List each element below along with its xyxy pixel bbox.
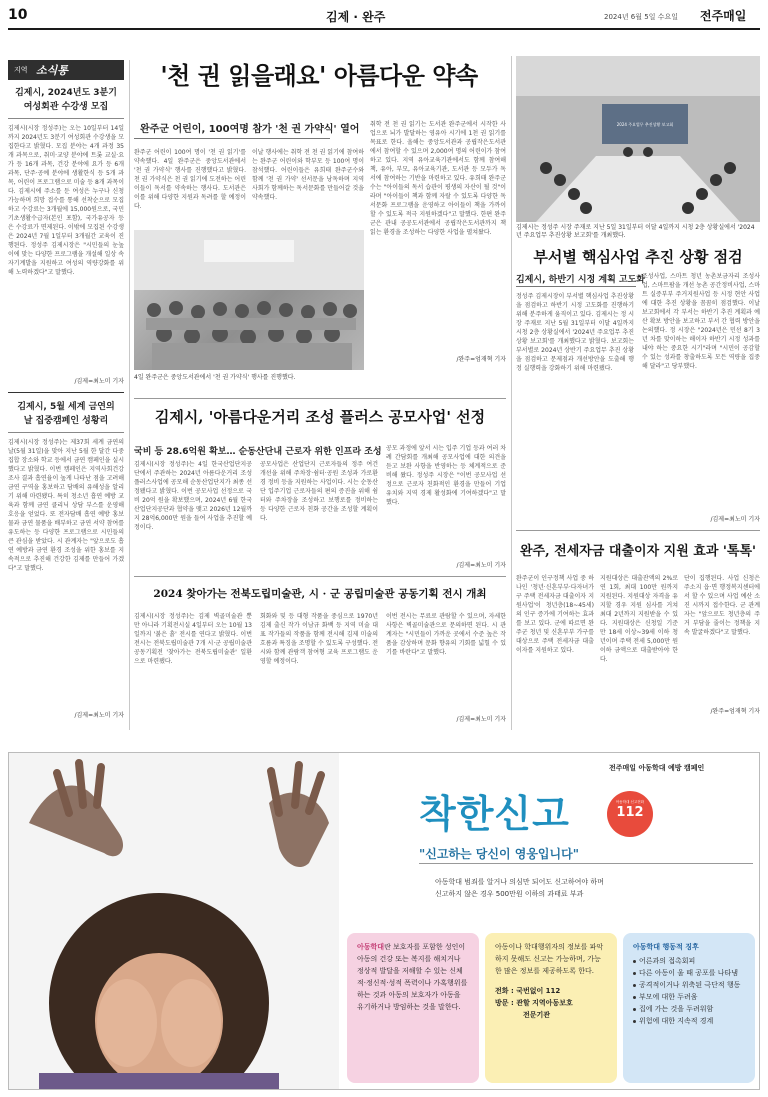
- ad-card-report-text: 아동이나 학대행위자의 정보를 파악하지 못해도 신고는 가능하며, 가능한 많은 정보를 제공하도록 한다.: [495, 943, 604, 975]
- ad-card-signs-item: [633, 955, 745, 967]
- article5-headline: 완주, 전세자금 대출이자 지원 효과 '톡톡': [519, 544, 757, 559]
- article4-col2: 조성사업, 스마트 청년 농촌보금자리 조성사업, 스마트팜을 개선 농촌 공간정비사업, 스마트 실증부부 주거지원사업 등 시정 현안 사업에 대한 추진 상황을 꼼꼼히 점검했다. 이날 보고회에서 각 부서는 하반기 추진 계획과 예산 확보 방안을 보고하고 부서 간 협력 방안을 논의했다. 정 시장은 "2024년은 민선 8기 3년 차를 맞이하는 해이자 하반기 시정 성과를 내야 하는 중요한 시기"라며 "시민이 공감할 수 있는 성과를 창출하도록 모든 역량을 집중해 달라"고 당부했다.: [642, 273, 760, 370]
- sidebar-news-2-byline: /김제=최노미 기자: [74, 712, 124, 719]
- sidebar-news-1-title: [8, 86, 124, 114]
- bullet-icon: [633, 972, 636, 975]
- section-title: 김제 · 완주: [326, 10, 386, 24]
- sidebar-label: [8, 60, 124, 80]
- ad-card-signs-title: 아동학대 행동적 징후: [633, 943, 699, 951]
- page-header: [0, 0, 768, 30]
- article4-headline: 부서별 핵심사업 추진 상황 점검: [533, 248, 743, 266]
- article1-subhead-rule: [134, 138, 330, 139]
- ad-card-signs-item-text: 부모에 대한 두려움: [639, 993, 698, 1001]
- sidebar-news-1-rule: [8, 118, 124, 119]
- bullet-icon: [633, 960, 636, 963]
- bullet-icon: [633, 1008, 636, 1011]
- article2-col2: 공모사업은 산업단지 근로자들의 정주 여건 개선을 위해 주차장·쉼터·공원 조성과 가로환경 정비 등을 지원하는 사업이다. 시는 순동산단 입주기업 근로자들의 편의 증진을 위해 쉼터와 주차장을 조성하고 보행로를 정비하는 등 다양한 근로자 친화 공간을 조성할 계획이다.: [260, 461, 378, 522]
- meeting-caption: 김제시는 정성주 시장 주재로 지난 5일 31일부터 이달 4일까지 시청 2층 상황실에서 '2024년 주요업무 추진상황 보고회'를 개최했다.: [516, 224, 755, 239]
- ad-intro-line1: 아동학대 범죄를 알거나 의심만 되어도 신고하여야 하며: [435, 878, 604, 886]
- ad-banner: [8, 752, 760, 1090]
- article1-caption: 4일 완주군은 중앙도서관에서 '천 권 가약식' 행사를 진행했다.: [134, 374, 296, 381]
- meeting-screen-text: 2024 주요업무 추진상황 보고회: [616, 122, 674, 127]
- article1-byline: /완주=엄재혁 기자: [456, 356, 506, 363]
- sidebar-news-2-title-line2: 날 집중캠페인 성황리: [23, 416, 109, 426]
- article2-headline: 김제시, '아름다운거리 조성 플러스 공모사업' 선정: [154, 408, 486, 426]
- article1-bottom-rule: [134, 398, 506, 399]
- article4-subhead-rule: [516, 286, 636, 287]
- sidebar: [8, 60, 124, 730]
- ad-card-definition: [347, 933, 479, 1083]
- sidebar-news-1-title-line2: 여성회관 수강생 모집: [23, 102, 109, 112]
- article2-bottom-rule: [134, 576, 506, 577]
- sidebar-divider: [8, 392, 124, 393]
- ad-slogan-rule: [419, 863, 753, 864]
- article2-subhead: 국비 등 28.6억원 확보… 순동산단내 근로자 위한 인프라 조성: [134, 447, 382, 457]
- article1-subhead: 완주군 어린이, 100여명 참가 '천 권 가약식' 열어: [140, 124, 360, 135]
- article2-col3: 공모 과정에 앞서 시는 입주 기업 등과 여러 차례 간담회를 개최해 공모사업에 대한 의견을 듣고 보완 사항을 반영하는 등 체계적으로 준비해 왔다. 정성주 시장은 "이번 공모사업 선정으로 근로자 친화적인 환경을 만들어 기업 유치와 지역 경제 활성화에 기여하겠다"고 말했다.: [386, 445, 506, 506]
- article1-col3: 취학 전 천 권 읽기는 도서관 완주군에서 시작한 사업으로 뇌가 발달하는 영유아 시기에 1천 권 읽기를 목표로 한다. 올해는 중앙도서관과 공립작은도서관에서 참여할 수 있으며 2,000여 명의 어린이가 참여하고 있다. 지역 유아교육기관에서도 함께 참여해 책, 유아, 부모, 유아교육기관, 도서관 등 모두가 독서에 참여하는 기반을 마련하고 있다. 유희태 완주군수는 "아이들의 독서 습관이 평생의 자산이 될 것"이라며 "아이들이 책과 함께 자랄 수 있도록 다양한 독서문화 프로그램을 운영하고 아이들이 책을 가까이할 수 있도록 적극 지원하겠다"고 말했다. 한편 완주군은 관내 공공도서관에서 공립작은도서관까지 책 읽는 환경을 조성하는 다양한 사업을 펼쳐왔다.: [370, 121, 506, 236]
- ad-card-report: [485, 933, 617, 1083]
- sidebar-news-2-title-line1: 김제시, 5월 세계 금연의: [17, 402, 115, 412]
- sidebar-label-large: 소식통: [36, 64, 68, 77]
- ad-card-definition-title: 아동학대: [357, 943, 385, 951]
- bullet-icon: [633, 984, 636, 987]
- article5-col2: 지원대상은 대출잔액의 2%로 연 1회, 최대 100만 원까지 지원된다. 지원대상 자격을 유지할 경우 지원 심사를 거쳐 최대 2년까지 지원받을 수 있다. 지원대상은 신청일 기준 만 18세 이상~39세 이하 청년이며 주택 전세 5,000만 원 이하 금액으로 대출받아야 한다.: [600, 575, 678, 663]
- ad-card-signs-item: [633, 991, 745, 1003]
- article1-col1: 완주군 어린이 100여 명이 '천 권 읽기'를 약속했다. 4일 완주군은 중앙도서관에서 '천 권 가약식' 행사를 진행했다고 밝혔다. 천 권 가약식은 천 권 읽기에 도전하는 어린이들이 독서를 약속하는 행사다. 도서관은 이를 위해 다양한 지원과 독려를 할 예정이다.: [134, 149, 246, 210]
- article3-col2: 회화와 및 등 대형 작품을 중심으로 1970년 김제 출신 작가 이남규 화백 등 지역 미술 대표 작가들의 작품을 함께 전시해 김제 미술의 흐름과 특징을 조명할 수 있도록 구성했다. 전시와 함께 관람객 참여형 교육 프로그램도 운영할 예정이다.: [260, 613, 378, 665]
- article3-col1: 김제시(시장 정성주)는 김제 벽골미술관 뿐 만 아니라 기획전시실 4일부터 오는 10월 13일까지 '붉은 흙' 전시를 연다고 밝혔다. 이번 전시는 전북도립미술관 7개 시·군 공립미술관 공동기획전 '찾아가는 전북도립미술관' 일환으로 마련됐다.: [134, 613, 252, 665]
- sidebar-news-1-title-line1: 김제시, 2024년도 3분기: [15, 88, 117, 98]
- article1-headline: '천 권 읽을래요' 아름다운 약속: [160, 61, 478, 90]
- article3-byline: /김제=최노미 기자: [456, 716, 506, 723]
- ad-card-signs-item: [633, 967, 745, 979]
- sidebar-news-2-rule: [8, 432, 124, 433]
- ad-campaign: 전주매일 아동학대 예방 캠페인: [609, 764, 705, 772]
- article2-col1: 김제시(시장 정성주)는 4일 한국산업단지공단에서 주관하는 2024년 아름다운거리 조성 플러스사업에 공모해 순동산업단지가 최종 선정됐다고 밝혔다. 이번 공모사업 선정으로 국비 20억 원을 확보했으며, 2024년 6월 한국산업단지공단과 협약을 맺고 2026년 12월까지 28억6,000만 원을 들여 사업을 추진할 예정이다.: [134, 461, 252, 531]
- ad-card-report-visit: 방문 : 관할 지역아동보호: [495, 999, 573, 1007]
- article1-col2: 이날 행사에는 취학 전 천 권 읽기에 참여하는 완주군 어린이와 학부모 등 100여 명이 참석했다. 어린이들은 유희태 완주군수와 함께 '천 권 가약' 선서문을 낭독하며 지역사회가 함께하는 독서문화를 만들어갈 것을 약속했다.: [252, 149, 364, 201]
- ad-card-definition-text: 란 보호자를 포함한 성인이 아동의 건강 또는 복지를 해치거나 정상적 발달을 저해할 수 있는 신체적·정신적·성적 폭력이나 가혹행위를 하는 것과 아동의 보호자가 아동을 유기하거나 방임하는 것을 말한다.: [357, 943, 468, 1011]
- page-number: 10: [8, 7, 28, 23]
- meeting-photo-art: [516, 56, 760, 222]
- ad-badge-number: 112: [616, 805, 644, 820]
- ad-card-signs-item: [633, 979, 745, 991]
- ad-intro-line2: 신고하지 않은 경우 500만원 이하의 과태료 부과: [435, 890, 584, 898]
- ad-slogan: "신고하는 당신이 영웅입니다": [419, 847, 579, 861]
- ad-badge-top: 아동학대 신고전화: [615, 800, 645, 804]
- article4-byline: /김제=최노미 기자: [710, 516, 760, 523]
- sidebar-column-rule: [129, 60, 130, 730]
- ad-card-signs-item-text: 다른 아동이 울 때 공포를 나타냄: [639, 969, 739, 977]
- article2-byline: /김제=최노미 기자: [456, 562, 506, 569]
- article3-col3: 이번 전시는 무료로 관람할 수 있으며, 자세한 사항은 벽골미술관으로 문의하면 된다. 시 관계자는 "시민들이 가까운 곳에서 수준 높은 작품을 감상하며 문화 향유의 기회를 넓힐 수 있기를 바란다"고 말했다.: [386, 613, 506, 656]
- ad-card-signs: [623, 933, 755, 1083]
- ad-card-report-visit2: 전문기관: [523, 1011, 551, 1019]
- sidebar-label-small: 지역: [14, 66, 28, 74]
- bullet-icon: [633, 996, 636, 999]
- ad-card-signs-item: [633, 1003, 745, 1015]
- issue-date: 2024년 6월 5일 수요일: [604, 13, 678, 21]
- article4-bottom-rule: [516, 530, 760, 531]
- article1-photo-art: [134, 230, 364, 370]
- ad-card-signs-item: [633, 1015, 745, 1027]
- article3-headline: 2024 찾아가는 전북도립미술관, 시 · 군 공립미술관 공동기획 전시 개최: [153, 588, 487, 600]
- meeting-photo: [516, 56, 760, 222]
- ad-card-signs-item-text: 집에 가는 것을 두려워함: [639, 1005, 714, 1013]
- ad-badge: [607, 791, 653, 837]
- ad-card-signs-item-text: 공격적이거나 위축된 극단적 행동: [639, 981, 741, 989]
- ad-card-signs-item-text: 위험에 대한 지속적 경계: [639, 1017, 714, 1025]
- article4-col1: 정성주 김제시장이 부서별 핵심사업 추진상황을 점검하고 하반기 시정 고도화를 진행하기 위해 분주하게 움직이고 있다. 김제시는 정 시장 주재로 지난 5월 31일부터 이달 4일까지 시청 2층 상황실에서 '2024년 주요업무 추진상황 보고회'를 개최했다고 밝혔다. 보고회는 부서별로 2024년 상반기 주요업무 추진 상황을 점검하고 문제점과 개선방안을 도출해 행정 실행력을 강화하기 위해 마련됐다.: [516, 293, 634, 372]
- article5-byline: /완주=엄재혁 기자: [710, 708, 760, 715]
- sidebar-news-1-body: 김제시(시장 정성주)는 오는 10일부터 14일까지 2024년도 3분기 여성회관 수강생을 모집한다고 밝혔다. 모집 분야는 4개 과정 35개 과목으로, 취미·교양 분야에 트롯 교실·요가 등 16개 과목, 건강 분야에 요가 등 6개 과목, 단주·공예 분야에 생활한식 등 5개 과목, 어린이 프로그램으로 미술 등 8개 과목이다. 김제시에 주소를 둔 여성은 누구나 신청 가능하며 희망 접수를 통해 선착순으로 모집하고 수강료는 3개월에 15,000원으로, 국민기초생활수급자(본인 포함), 국가유공자 등은 수강료가 면제된다. 이밖에 모집된 수강생은 2024년 7월 1일부터 3개월간 교육이 진행된다. 정성주 김제시장은 "시민들의 눈높이에 맞는 다양한 프로그램을 개설해 일상 속 자기계발을 지원하고 여성의 역량강화를 위해 노력하겠다"고 말했다.: [8, 125, 124, 276]
- header-rule: [8, 28, 760, 30]
- sidebar-news-2-body: 김제시(시장 정성주)는 제37회 세계 금연의 날(5월 31일)을 맞아 지난 5월 한 달간 다중집합 장소와 학교 등에서 금연 캠페인을 실시했다고 밝혔다. 이번 캠페인은 지역사회건강조사 결과 흡연율이 높게 나타난 점을 고려해 금연 구역을 홍보하고 담배의 유해성을 알리기 위해 마련됐다. 특히 청소년 흡연 예방 교육과 함께 금연 클리닉 상담 부스를 운영해 호응을 얻었다. 또 전자담배 흡연 예방 홍보물과 금연 물품을 배부하고 금연 서약 참여를 유도하는 등 다양한 프로그램으로 시민들의 큰 관심을 받았다. 시 관계자는 "앞으로도 흡연 예방과 금연 환경 조성을 위한 홍보를 지속적으로 추진해 건강한 김제를 만들어 가겠다"고 말했다.: [8, 439, 124, 572]
- ad-illustration: [9, 753, 339, 1089]
- ad-card-signs-item-text: 어른과의 접촉회피: [639, 957, 696, 965]
- center-column-rule: [511, 56, 512, 730]
- article1-photo: [134, 230, 364, 370]
- article4-subhead: 김제시, 하반기 시정 계획 고도화: [516, 275, 645, 285]
- ad-title: 착한신고: [419, 792, 570, 836]
- ad-card-report-phone: 전화 : 국번없이 112: [495, 987, 561, 995]
- article5-col3: 단이 집행된다. 사업 신청은 주소지 읍·면 행정복지센터에서 할 수 있으며 사업 예산 소진 시까지 접수한다. 군 관계자는 "앞으로도 청년층의 주거 부담을 줄이는 정책을 지속 발굴하겠다"고 말했다.: [684, 575, 760, 636]
- sidebar-news-1-byline: /김제=최노미 기자: [74, 378, 124, 385]
- paper-name: 전주매일: [700, 9, 747, 23]
- article5-col1: 완주군이 인구정책 사업 중 하나인 '청년·신혼부부·다자녀가구 주택 전세자금 대출이자 지원사업'이 청년층(18~45세)의 인구 증가에 기여하는 효과를 보고 있다. 군에 따르면 완주군 청년 및 신혼부부 가구를 대상으로 주택 전세자금 대출이자를 지원하고 있다.: [516, 575, 594, 654]
- sidebar-news-2-title: [8, 400, 124, 428]
- bullet-icon: [633, 1020, 636, 1023]
